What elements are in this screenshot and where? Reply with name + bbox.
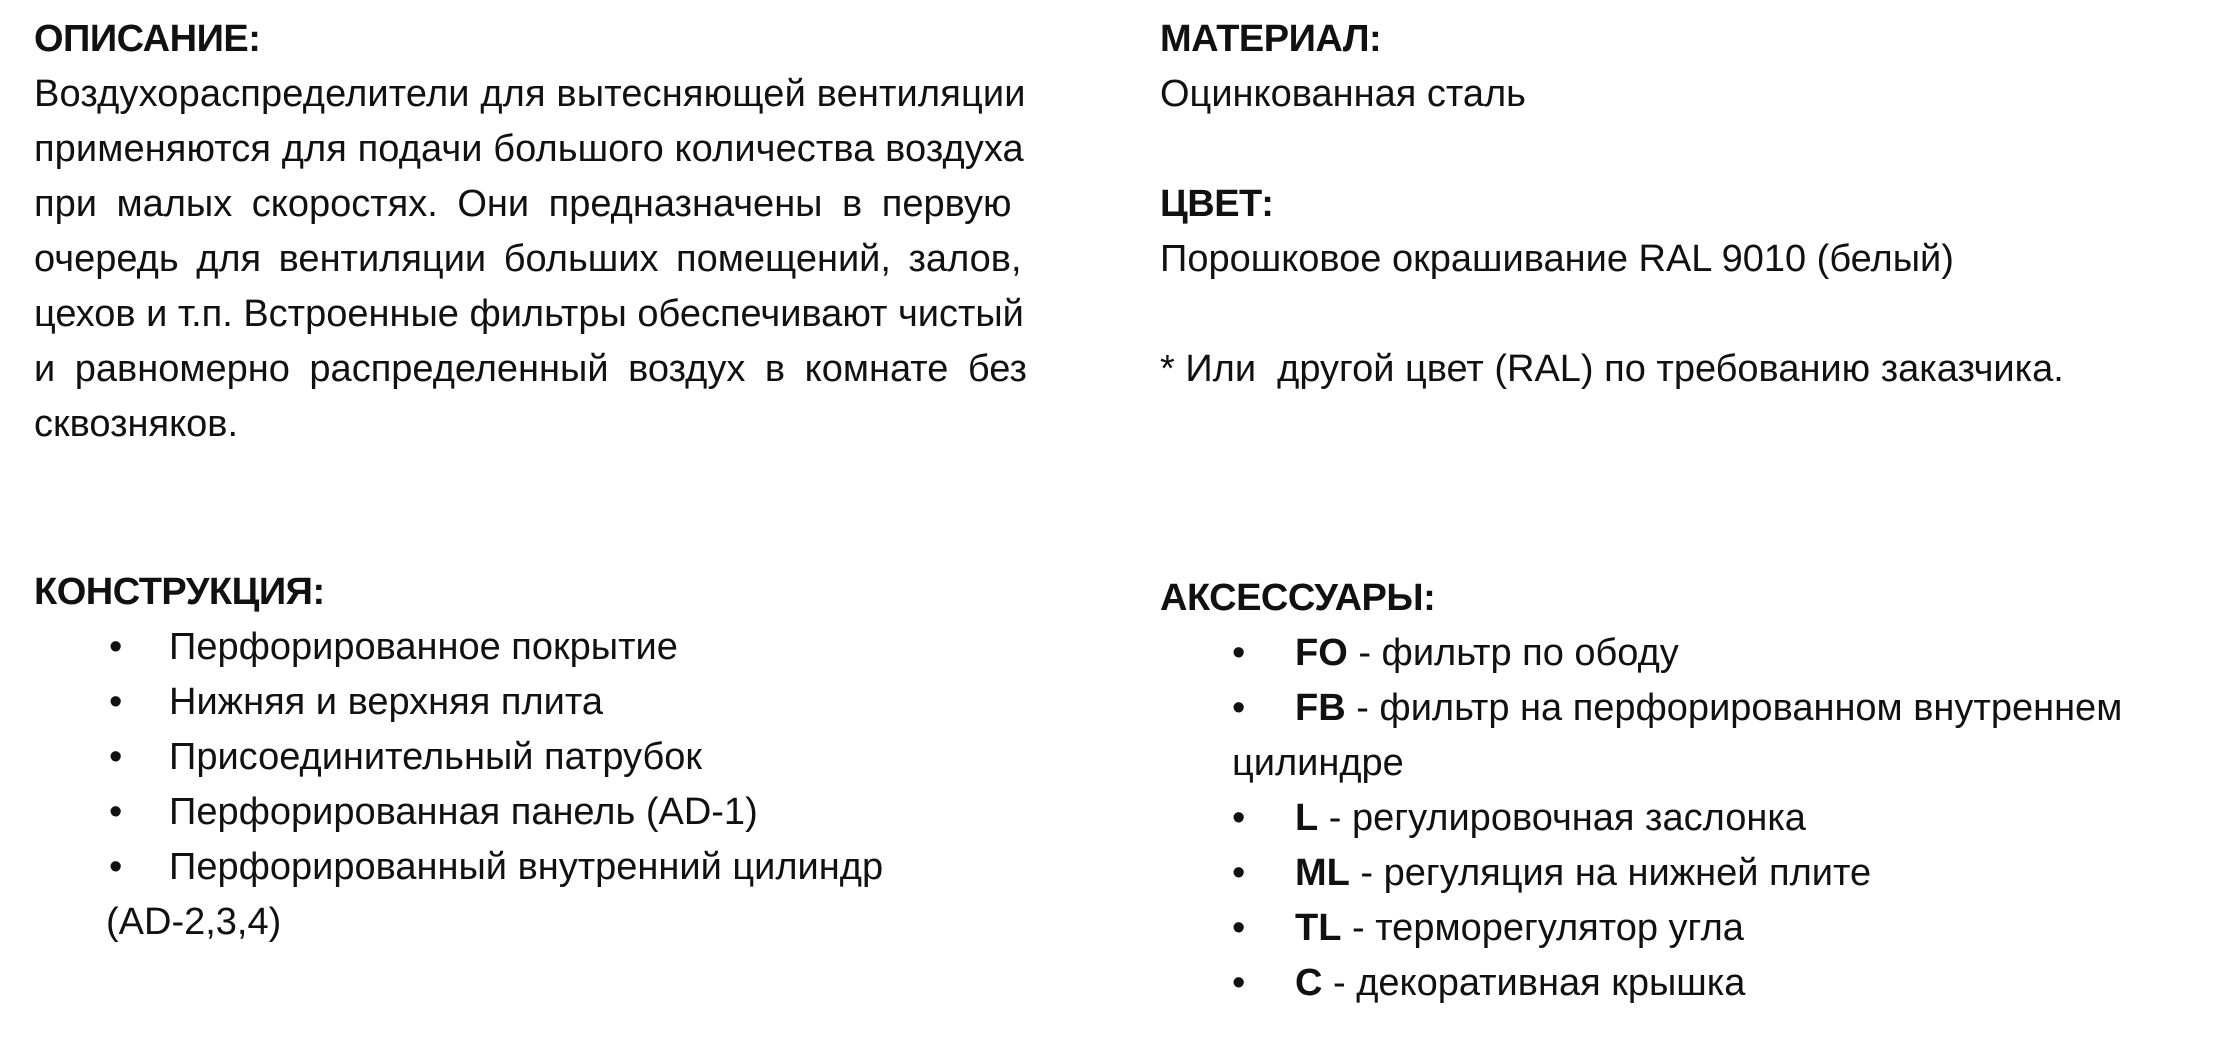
bullet-icon: •	[1232, 852, 1246, 894]
bullet-icon: •	[1232, 797, 1246, 839]
list-item	[34, 675, 1074, 730]
description-line: применяются для подачи большого количества воздуха	[34, 128, 1024, 170]
accessory-code: L	[1295, 797, 1319, 839]
accessory-text: - регулировочная заслонка	[1318, 797, 1806, 839]
accessory-text: - фильтр по ободу	[1347, 632, 1679, 674]
construction-item-continuation: (AD-2,3,4)	[106, 901, 282, 943]
construction-item-text: Перфорированный внутренний цилиндр	[169, 846, 884, 888]
list-item	[34, 785, 1074, 840]
list-item	[1160, 901, 2220, 956]
accessory-code: ML	[1295, 852, 1350, 894]
bullet-icon: •	[1232, 962, 1246, 1004]
construction-item-text: Перфорированная панель (AD-1)	[169, 791, 758, 833]
material-color-section	[1160, 12, 2200, 397]
description-body	[34, 67, 1074, 452]
accessory-text: - фильтр на перфорированном внутреннем	[1345, 687, 2123, 729]
color-note: * Или другой цвет (RAL) по требованию заказчика.	[1160, 348, 2064, 390]
accessory-code: TL	[1295, 907, 1342, 949]
bullet-icon: •	[1232, 687, 1246, 729]
accessory-continuation: цилиндре	[1232, 742, 1404, 784]
list-item	[1160, 846, 2220, 901]
bullet-icon: •	[109, 791, 123, 833]
accessory-text: - декоративная крышка	[1322, 962, 1746, 1004]
description-heading: ОПИСАНИЕ:	[34, 18, 261, 60]
bullet-icon: •	[1232, 632, 1246, 674]
construction-item-text: Нижняя и верхняя плита	[169, 681, 603, 723]
construction-item-text: Перфорированное покрытие	[169, 626, 678, 668]
accessories-heading: АКСЕССУАРЫ:	[1160, 577, 1436, 619]
color-heading: ЦВЕТ:	[1160, 183, 1274, 225]
accessory-code: FB	[1295, 687, 1346, 729]
list-item-continuation	[34, 895, 1074, 950]
color-value: Порошковое окрашивание RAL 9010 (белый)	[1160, 238, 1954, 280]
list-item	[1160, 956, 2220, 1011]
description-line: очередь для вентиляции больших помещений, залов,	[34, 238, 1022, 280]
list-item	[34, 620, 1074, 675]
bullet-icon: •	[109, 846, 123, 888]
construction-section	[34, 565, 1074, 950]
bullet-icon: •	[109, 736, 123, 778]
bullet-icon: •	[1232, 907, 1246, 949]
description-line: Воздухораспределители для вытесняющей вентиляции	[34, 73, 1026, 115]
construction-item-text: Присоединительный патрубок	[169, 736, 702, 778]
construction-list	[34, 620, 1074, 950]
description-line: цехов и т.п. Встроенные фильтры обеспечивают чистый	[34, 293, 1024, 335]
accessory-text: - регуляция на нижней плите	[1349, 852, 1872, 894]
accessory-text: - терморегулятор угла	[1341, 907, 1744, 949]
description-line: при малых скоростях. Они предназначены в первую	[34, 183, 1012, 225]
accessory-code: C	[1295, 962, 1323, 1004]
construction-heading: КОНСТРУКЦИЯ:	[34, 571, 325, 613]
list-item	[1160, 626, 2220, 681]
accessory-code: FO	[1295, 632, 1348, 674]
list-item	[34, 730, 1074, 785]
material-value: Оцинкованная сталь	[1160, 73, 1526, 115]
list-item-continuation	[1160, 736, 2220, 791]
material-heading: МАТЕРИАЛ:	[1160, 18, 1382, 60]
accessories-section	[1160, 571, 2220, 1011]
bullet-icon: •	[109, 626, 123, 668]
list-item	[34, 840, 1074, 895]
description-section	[34, 12, 1074, 452]
list-item	[1160, 681, 2220, 736]
list-item	[1160, 791, 2220, 846]
bullet-icon: •	[109, 681, 123, 723]
accessories-list	[1160, 626, 2220, 1011]
description-line: сквозняков.	[34, 403, 239, 445]
description-line: и равномерно распределенный воздух в комнате без	[34, 348, 1027, 390]
